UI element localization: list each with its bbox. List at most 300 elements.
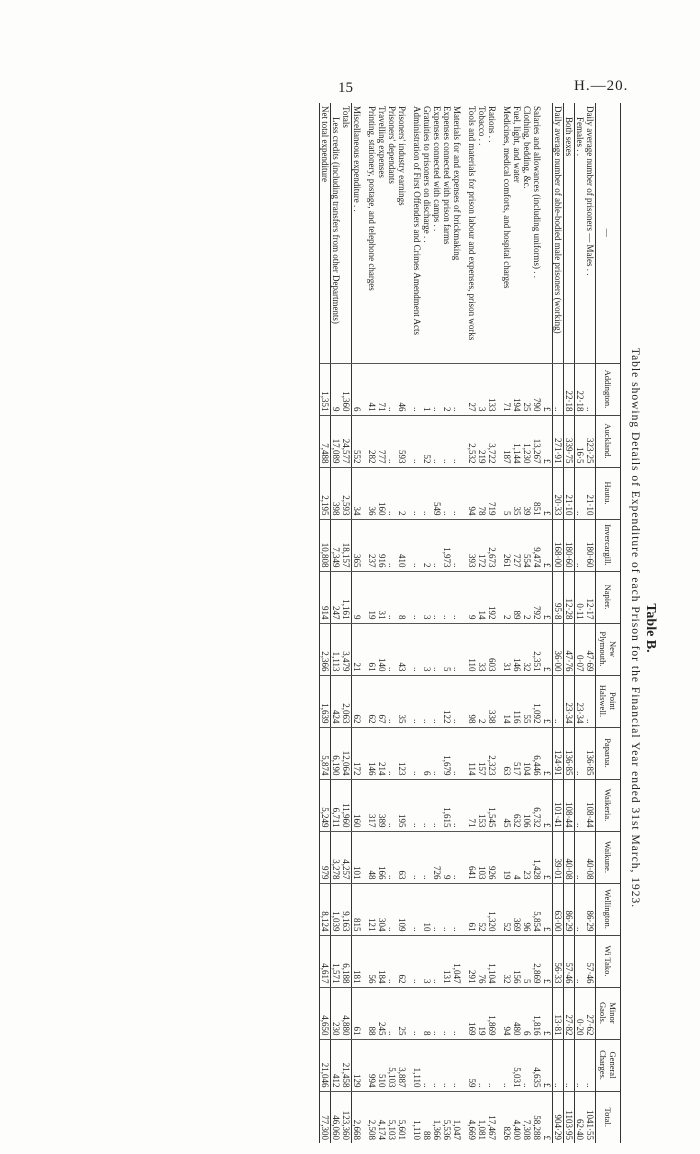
- table-cell: 1,081: [477, 1091, 487, 1143]
- table-cell: ..: [575, 935, 586, 987]
- table-cell: 338: [487, 675, 497, 727]
- table-cell: 40·08: [585, 831, 596, 883]
- table-cell: ..: [432, 779, 442, 831]
- table-cell: 237: [367, 519, 377, 571]
- table-cell: ..: [432, 987, 442, 1039]
- table-cell: 25: [397, 987, 407, 1039]
- table-cell: 517: [512, 727, 522, 779]
- table-cell: 71: [502, 363, 512, 415]
- table-cell: 108·44: [564, 779, 575, 831]
- table-cell: 510: [377, 1039, 387, 1091]
- table-cell: 121: [367, 883, 377, 935]
- table-cell: ..: [387, 935, 397, 987]
- table-cell: 851: [532, 467, 542, 519]
- table-cell: 61: [367, 623, 377, 675]
- table-cell: 103: [477, 831, 487, 883]
- table-cell: 8,124: [320, 883, 331, 935]
- table-cell: 136·85: [585, 727, 596, 779]
- table-cell: ..: [585, 1039, 596, 1091]
- table-cell: ..: [452, 779, 462, 831]
- table-cell: ..: [432, 1039, 442, 1091]
- table-cell: 3,278: [331, 831, 342, 883]
- column-header: Hautu.: [596, 467, 621, 519]
- table-cell: 160: [352, 779, 363, 831]
- table-cell: 12·28: [564, 571, 575, 623]
- row-label: Tools and materials for prison labour and expenses, prison works: [467, 106, 477, 341]
- table-cell: 47·76: [564, 623, 575, 675]
- table-cell: 1,113: [331, 623, 342, 675]
- table-cell: 369: [512, 883, 522, 935]
- table-cell: 21: [352, 623, 363, 675]
- row-label: Daily average number of able-bodied male prisoners (working): [553, 103, 564, 363]
- table-cell: 195: [397, 779, 407, 831]
- table-cell: 9,163: [341, 883, 352, 935]
- table-cell: ..: [452, 831, 462, 883]
- table-cell: 389: [377, 779, 387, 831]
- table-cell: ..: [452, 363, 462, 415]
- table-cell: 7,349: [331, 519, 342, 571]
- table-cell: 4: [512, 831, 522, 883]
- rotated-table-block: [80, 103, 660, 1153]
- table-cell: ..: [412, 779, 422, 831]
- table-row: [477, 103, 487, 1143]
- table-cell: ..: [412, 883, 422, 935]
- table-cell: 61: [352, 987, 363, 1039]
- table-cell: ..: [412, 519, 422, 571]
- table-cell: 1103·95: [564, 1091, 575, 1143]
- table-cell: 96: [522, 883, 532, 935]
- column-header: Invercargill.: [596, 519, 621, 571]
- table-cell: 5,536: [442, 1091, 452, 1143]
- table-cell: 719: [487, 467, 497, 519]
- table-cell: ..: [452, 467, 462, 519]
- table-cell: ..: [412, 831, 422, 883]
- table-cell: 12,064: [341, 727, 352, 779]
- row-label: Administration of First Offenders and Crimes Amendment Acts: [412, 106, 422, 336]
- table-cell: 45: [502, 779, 512, 831]
- column-header: Minor Gaols.: [596, 987, 621, 1039]
- table-cell: 1,816: [532, 987, 542, 1039]
- table-cell: 994: [367, 1039, 377, 1091]
- table-cell: 9: [467, 571, 477, 623]
- row-label: Miscellaneous expenditure . .: [352, 106, 362, 212]
- table-cell: £: [542, 883, 553, 935]
- table-row: [487, 103, 497, 1143]
- table-cell: ..: [575, 727, 586, 779]
- table-cell: 62: [367, 675, 377, 727]
- table-cell: 94: [467, 467, 477, 519]
- table-cell: 2,869: [532, 935, 542, 987]
- table-cell: 172: [477, 519, 487, 571]
- table-cell: ..: [387, 779, 397, 831]
- table-row: [412, 103, 422, 1143]
- row-label: Less credits (including transfers from other Departments): [331, 117, 341, 324]
- table-cell: ..: [432, 883, 442, 935]
- table-caption: Table showing Details of Expenditure of each Prison for the Financial Year ended 31st March, 1923.: [629, 347, 641, 909]
- table-cell: 86·29: [585, 883, 596, 935]
- table-cell: ..: [575, 779, 586, 831]
- table-cell: 157: [477, 727, 487, 779]
- column-header: Point Halswell.: [596, 675, 621, 727]
- table-cell: 58,288: [532, 1091, 542, 1143]
- table-cell: 5: [522, 935, 532, 987]
- table-cell: ..: [387, 519, 397, 571]
- table-cell: 7,308: [522, 1091, 532, 1143]
- table-cell: ..: [387, 987, 397, 1039]
- table-cell: 261: [502, 519, 512, 571]
- table-cell: 133: [487, 363, 497, 415]
- table-row: [352, 103, 363, 1143]
- table-cell: 1,039: [331, 883, 342, 935]
- table-cell: 6,446: [532, 727, 542, 779]
- table-cell: 0·11: [575, 571, 586, 623]
- table-cell: 47·69: [585, 623, 596, 675]
- table-row: [320, 103, 331, 1143]
- table-cell: 2: [397, 467, 407, 519]
- table-cell: 98: [467, 675, 477, 727]
- expenditure-table: [319, 103, 621, 1143]
- table-cell: 2,195: [320, 467, 331, 519]
- table-cell: ..: [575, 519, 586, 571]
- table-cell: £: [542, 779, 553, 831]
- table-cell: ..: [422, 779, 432, 831]
- table-cell: ..: [387, 467, 397, 519]
- table-cell: 22·18: [564, 363, 575, 415]
- table-cell: ..: [452, 519, 462, 571]
- table-cell: 726: [432, 831, 442, 883]
- table-cell: 101: [352, 831, 363, 883]
- table-cell: 552: [352, 415, 363, 467]
- table-cell: 39: [522, 467, 532, 519]
- table-label: Table B.: [643, 603, 658, 653]
- table-cell: £: [542, 571, 553, 623]
- page-number: 15: [338, 80, 353, 96]
- column-header: Wi Tako.: [596, 935, 621, 987]
- table-cell: 136·85: [564, 727, 575, 779]
- row-label: Clothing, bedding, &c.: [522, 106, 532, 189]
- table-cell: 4,617: [320, 935, 331, 987]
- table-cell: 4,174: [377, 1091, 387, 1143]
- column-header: —: [596, 103, 621, 363]
- table-cell: 21,046: [320, 1039, 331, 1091]
- row-label: Both sexes: [564, 103, 575, 363]
- document-reference: H.—20.: [574, 78, 629, 94]
- table-cell: 1,047: [452, 935, 462, 987]
- table-cell: 5,601: [397, 1091, 407, 1143]
- table-row: [432, 103, 442, 1143]
- table-cell: 1,679: [442, 727, 452, 779]
- table-cell: 77,300: [320, 1091, 331, 1143]
- table-cell: ..: [575, 467, 586, 519]
- table-cell: 2,351: [532, 623, 542, 675]
- table-cell: 181: [352, 935, 363, 987]
- table-cell: 3,887: [397, 1039, 407, 1091]
- table-cell: 23·34: [575, 675, 586, 727]
- table-cell: 14: [477, 571, 487, 623]
- row-label: Expenses connected with prison farms: [442, 106, 452, 245]
- table-cell: ..: [575, 1039, 586, 1091]
- table-cell: 1: [422, 363, 432, 415]
- table-cell: 5,103: [387, 1091, 397, 1143]
- table-cell: 5,854: [532, 883, 542, 935]
- table-cell: 156: [512, 935, 522, 987]
- table-header-row: [596, 103, 621, 1143]
- row-label: Medicines, medical comforts, and hospital charges: [502, 106, 512, 289]
- table-cell: 9,474: [532, 519, 542, 571]
- table-cell: 214: [377, 727, 387, 779]
- table-cell: 12·17: [585, 571, 596, 623]
- row-label: Salaries and allowances (including uniforms) . .: [532, 106, 542, 278]
- table-cell: 48: [367, 831, 377, 883]
- table-row: [367, 103, 377, 1143]
- table-cell: 71: [467, 779, 477, 831]
- table-cell: 34: [352, 467, 363, 519]
- table-cell: 122: [442, 675, 452, 727]
- table-cell: 18,157: [341, 519, 352, 571]
- table-cell: 1,161: [341, 571, 352, 623]
- table-cell: ..: [412, 467, 422, 519]
- table-cell: ..: [442, 1039, 452, 1091]
- table-cell: 424: [331, 675, 342, 727]
- table-cell: 9: [442, 831, 452, 883]
- table-cell: 2,532: [467, 415, 477, 467]
- table-cell: ..: [387, 727, 397, 779]
- table-cell: 5: [502, 467, 512, 519]
- table-cell: 31: [502, 623, 512, 675]
- table-cell: 19: [477, 987, 487, 1039]
- table-cell: 63: [502, 727, 512, 779]
- table-cell: £: [542, 987, 553, 1039]
- table-cell: 4,669: [467, 1091, 477, 1143]
- column-header: General Charges.: [596, 1039, 621, 1091]
- table-cell: £: [542, 519, 553, 571]
- table-cell: 63: [397, 831, 407, 883]
- table-cell: 36: [367, 467, 377, 519]
- table-cell: ..: [422, 831, 432, 883]
- table-cell: 21,458: [341, 1039, 352, 1091]
- table-cell: 641: [467, 831, 477, 883]
- table-cell: ..: [452, 1039, 462, 1091]
- table-cell: 194: [512, 363, 522, 415]
- table-cell: 916: [377, 519, 387, 571]
- table-cell: 25: [522, 363, 532, 415]
- table-cell: £: [542, 1091, 553, 1143]
- table-cell: 1,360: [341, 363, 352, 415]
- table-cell: 36·00: [553, 623, 564, 675]
- row-label: Prisoners' dependants: [387, 106, 397, 184]
- table-cell: 124·91: [553, 727, 564, 779]
- table-cell: 2,366: [320, 623, 331, 675]
- table-cell: 2: [522, 571, 532, 623]
- table-cell: 410: [397, 519, 407, 571]
- column-header: Paparua.: [596, 727, 621, 779]
- table-cell: 52: [422, 415, 432, 467]
- table-cell: 7,488: [320, 415, 331, 467]
- table-cell: 62: [397, 935, 407, 987]
- table-cell: 632: [512, 779, 522, 831]
- table-cell: 153: [477, 779, 487, 831]
- table-cell: 123: [397, 727, 407, 779]
- table-cell: 180·60: [585, 519, 596, 571]
- table-cell: 3: [422, 571, 432, 623]
- table-cell: 39·01: [553, 831, 564, 883]
- table-cell: ..: [442, 883, 452, 935]
- table-cell: 2: [502, 571, 512, 623]
- table-cell: 27: [467, 363, 477, 415]
- table-cell: 480: [512, 987, 522, 1039]
- table-cell: 6,711: [331, 779, 342, 831]
- table-cell: 146: [512, 623, 522, 675]
- table-cell: 55: [522, 675, 532, 727]
- table-cell: 89: [512, 571, 522, 623]
- table-cell: 6,732: [532, 779, 542, 831]
- table-cell: 2: [442, 363, 452, 415]
- table-cell: ..: [387, 675, 397, 727]
- table-cell: 1,230: [522, 415, 532, 467]
- table-cell: 21·10: [564, 467, 575, 519]
- table-row: [532, 103, 542, 1143]
- table-cell: 8: [422, 987, 432, 1039]
- table-cell: 35: [397, 675, 407, 727]
- table-cell: ..: [412, 623, 422, 675]
- table-cell: ..: [432, 935, 442, 987]
- table-cell: ..: [412, 363, 422, 415]
- table-cell: 6,190: [331, 727, 342, 779]
- table-cell: 78: [477, 467, 487, 519]
- table-row: [585, 103, 596, 1143]
- table-cell: 1,110: [412, 1091, 422, 1143]
- table-cell: 593: [397, 415, 407, 467]
- table-cell: 32: [522, 623, 532, 675]
- table-cell: 5: [442, 623, 452, 675]
- table-cell: ..: [387, 571, 397, 623]
- table-cell: ..: [502, 1039, 512, 1091]
- table-cell: 192: [487, 571, 497, 623]
- table-row: [452, 103, 462, 1143]
- table-cell: ..: [412, 675, 422, 727]
- table-cell: 1,639: [320, 675, 331, 727]
- table-cell: ..: [432, 675, 442, 727]
- table-cell: 2: [422, 519, 432, 571]
- table-cell: ..: [432, 623, 442, 675]
- table-cell: 23: [522, 831, 532, 883]
- table-cell: 339·75: [564, 415, 575, 467]
- table-cell: 88: [367, 987, 377, 1039]
- table-cell: ..: [432, 727, 442, 779]
- table-cell: ..: [422, 467, 432, 519]
- table-cell: 5,874: [320, 727, 331, 779]
- table-cell: 5,249: [320, 779, 331, 831]
- table-cell: £: [542, 831, 553, 883]
- table-cell: 22·18: [575, 363, 586, 415]
- table-cell: £: [542, 415, 553, 467]
- table-cell: £: [542, 623, 553, 675]
- table-cell: ..: [442, 987, 452, 1039]
- table-cell: ..: [452, 415, 462, 467]
- table-cell: 184: [377, 935, 387, 987]
- table-cell: 317: [367, 779, 377, 831]
- row-label: Daily average number of prisoners — Males . .: [585, 106, 595, 276]
- table-cell: 219: [477, 415, 487, 467]
- table-cell: 6,188: [341, 935, 352, 987]
- table-cell: 41: [367, 363, 377, 415]
- column-header: Total.: [596, 1091, 621, 1143]
- table-cell: ..: [432, 519, 442, 571]
- table-cell: 1,366: [432, 1091, 442, 1143]
- row-label: Net total expenditure: [320, 103, 331, 363]
- table-cell: 172: [352, 727, 363, 779]
- table-cell: 116: [512, 675, 522, 727]
- table-cell: 52: [477, 883, 487, 935]
- table-row: [564, 103, 575, 1143]
- table-cell: 62·40: [575, 1091, 586, 1143]
- table-cell: 140: [377, 623, 387, 675]
- table-cell: 3: [422, 623, 432, 675]
- table-cell: 46,060: [331, 1091, 342, 1143]
- table-cell: 46: [397, 363, 407, 415]
- table-cell: 1,047: [452, 1091, 462, 1143]
- table-cell: ..: [442, 571, 452, 623]
- table-cell: 926: [487, 831, 497, 883]
- table-cell: 230: [331, 987, 342, 1039]
- table-cell: 62: [352, 675, 363, 727]
- table-cell: ..: [452, 623, 462, 675]
- table-cell: ..: [387, 883, 397, 935]
- table-cell: 19: [502, 831, 512, 883]
- table-cell: ..: [452, 987, 462, 1039]
- row-label: Females . .: [575, 117, 585, 156]
- row-label: Printing, stationery, postage, and telephone charges: [367, 106, 377, 291]
- table-cell: 3: [477, 363, 487, 415]
- table-cell: 21·10: [585, 467, 596, 519]
- table-cell: £: [542, 467, 553, 519]
- table-cell: 56: [367, 935, 377, 987]
- table-cell: 40·08: [564, 831, 575, 883]
- table-cell: 9: [331, 363, 342, 415]
- table-cell: ..: [452, 727, 462, 779]
- table-cell: 43: [397, 623, 407, 675]
- table-row: [422, 103, 432, 1143]
- table-cell: 1,092: [532, 675, 542, 727]
- column-header: New Plymouth.: [596, 623, 621, 675]
- table-cell: 24,577: [341, 415, 352, 467]
- table-cell: 323·25: [585, 415, 596, 467]
- table-cell: 88: [422, 1091, 432, 1143]
- table-cell: 32: [502, 935, 512, 987]
- table-cell: 59: [467, 1039, 477, 1091]
- row-label: Travelling expenses: [377, 106, 387, 178]
- table-cell: 166: [377, 831, 387, 883]
- table-cell: 109: [397, 883, 407, 935]
- table-cell: 2,508: [367, 1091, 377, 1143]
- table-cell: 16·5: [575, 415, 586, 467]
- table-row: [442, 103, 452, 1143]
- table-cell: 6: [522, 987, 532, 1039]
- table-cell: 4,257: [341, 831, 352, 883]
- table-cell: 1,869: [487, 987, 497, 1039]
- column-header: Waikune.: [596, 831, 621, 883]
- table-cell: 0·07: [575, 623, 586, 675]
- table-cell: £: [542, 727, 553, 779]
- table-cell: 282: [367, 415, 377, 467]
- table-cell: 95·8: [553, 571, 564, 623]
- table-cell: 914: [320, 571, 331, 623]
- column-header: Auckland.: [596, 415, 621, 467]
- table-cell: ..: [477, 1039, 487, 1091]
- table-cell: 1,545: [487, 779, 497, 831]
- table-cell: 23·34: [564, 675, 575, 727]
- table-cell: 2,593: [341, 467, 352, 519]
